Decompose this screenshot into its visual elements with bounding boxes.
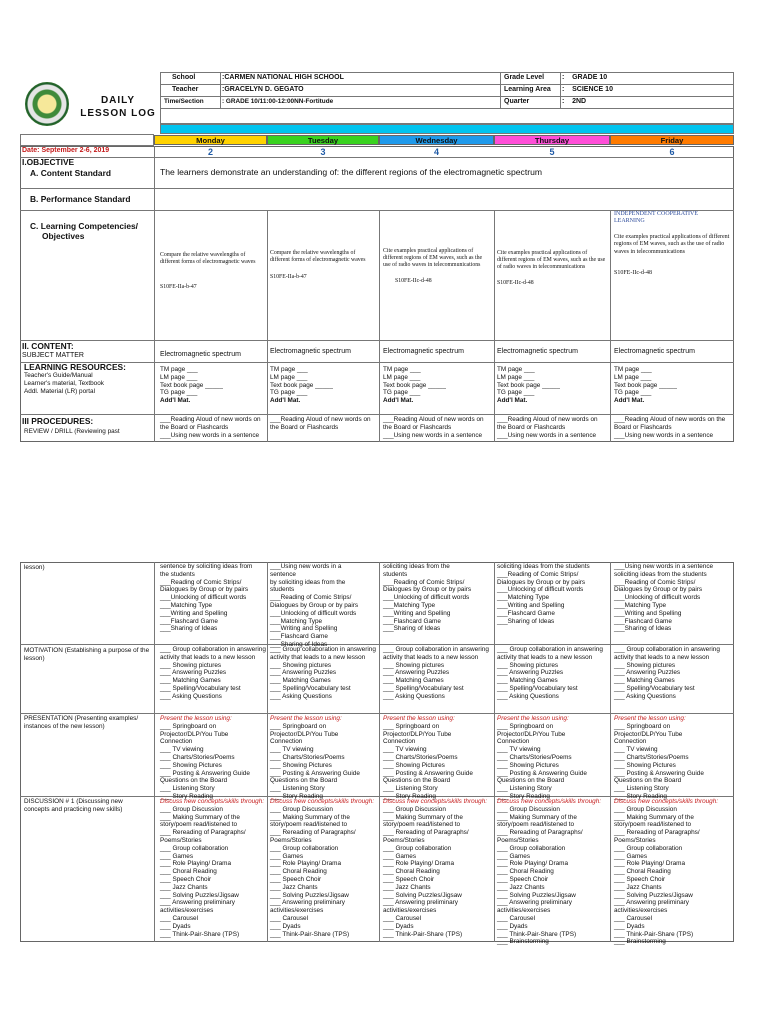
- competency-thursday: Cite examples practical applications of different regions of EM waves, such as the use of radio waves in telecommunications S10FE-IIc-d-48: [497, 250, 606, 286]
- day-number-wednesday: 4: [433, 147, 439, 157]
- motivation-tuesday: ___ Group collaboration in answering activity that leads to a new lesson ___ Showing pictures ___ Answering Puzzles ___ Matching Games ___ Spelling/Vocabulary test ___ Asking Questions: [270, 646, 376, 700]
- resources-thursday: TM page ___ LM page ___ Text book page _____ TG page ___ Add'l Mat.: [497, 366, 560, 405]
- resources-monday: TM page ___ LM page ___ Text book page _____ TG page ___ Add'l Mat.: [160, 366, 223, 405]
- quarter-label: Quarter: [504, 98, 530, 105]
- resources-tuesday: TM page ___ LM page ___ Text book page _____ TG page ___ Add'l Mat.: [270, 366, 333, 405]
- motivation-thursday: ___ Group collaboration in answering activity that leads to a new lesson ___ Showing pictures ___ Answering Puzzles ___ Matching Games ___ Spelling/Vocabulary test ___ Asking Questions: [497, 646, 603, 700]
- motivation-wednesday: ___ Group collaboration in answering activity that leads to a new lesson ___ Showing pictures ___ Answering Puzzles ___ Matching Games ___ Spelling/Vocabulary test ___ Asking Questions: [383, 646, 489, 700]
- day-friday: Friday: [610, 135, 734, 145]
- presentation-label: PRESENTATION (Presenting examples/ instances of the new lesson): [24, 715, 139, 730]
- teacher-value: :GRACELYN D. GEGATO: [222, 86, 304, 93]
- content-standard-label: A. Content Standard: [30, 168, 111, 178]
- drill-friday: ___Reading Aloud of new words on the Board or Flashcards ___Using new words in a sentence: [614, 416, 726, 439]
- day-number-tuesday: 3: [320, 147, 326, 157]
- motivation-friday: ___ Group collaboration in answering activity that leads to a new lesson ___ Showing pictures ___ Answering Puzzles ___ Matching Games ___ Spelling/Vocabulary test ___ Asking Questions: [614, 646, 720, 700]
- day-number-friday: 6: [669, 147, 675, 157]
- drill2-friday: ___Using new words in a sentence soliciting ideas from the students ___Reading of Comic Strips/ Dialogues by Group or by pairs ___Unlocking of difficult words ___Matching Type ___Writing and Spelling ___Flashcard Game ___Sharing of Ideas: [614, 563, 714, 633]
- resources-heading: LEARNING RESOURCES:: [24, 362, 126, 372]
- teacher-label: Teacher: [172, 86, 199, 93]
- discussion-monday: Discuss new concepts/skills through: ___ Group Discussion ___ Making Summary of the story/poem read/listened to ___ Rereading of Paragraphs/ Poems/Stories ___ Group collaboration ___ Games ___ Role Playing/ Drama ___ Choral Reading ___ Speech Choir ___ Jazz Chants ___ Solving Puzzles/Jigsaw ___ Answering preliminary activities/exercises ___ Carousel ___ Dyads ___ Think-Pair-Share (TPS): [160, 798, 265, 938]
- content-monday: Electromagnetic spectrum: [160, 351, 241, 358]
- discussion-thursday: Discuss new concepts/skills through: ___ Group Discussion ___ Making Summary of the story/poem read/listened to ___ Rereading of Paragraphs/ Poems/Stories ___ Group collaboration ___ Games ___ Role Playing/ Drama ___ Choral Reading ___ Speech Choir ___ Jazz Chants ___ Solving Puzzles/Jigsaw ___ Answering preliminary activities/exercises ___ Carousel ___ Dyads ___ Think-Pair-Share (TPS) ___ Brainstorming: [497, 798, 602, 946]
- motivation-label: MOTIVATION (Establishing a purpose of the lesson): [24, 647, 150, 662]
- drill-thursday: ___Reading Aloud of new words on the Board or Flashcards ___Using new words in a sentence: [497, 416, 598, 439]
- lesson-label: lesson): [24, 564, 45, 571]
- subject-matter-label: SUBJECT MATTER: [22, 352, 84, 359]
- presentation-friday: Present the lesson using: ___ Springboard on Projector/DLP/You Tube Connection ___ TV viewing ___ Charts/Stories/Poems ___ Showing Pictures ___ Posting & Answering Guide Questions on the Board ___ Listening Story ___ Story Reading: [614, 715, 704, 800]
- day-thursday: Thursday: [494, 135, 610, 145]
- competency-friday: INDEPENDENT COOPERATIVE LEARNING Cite examples practical applications of different regions of EM waves, such as the use of radio waves in telecommunications S10FE-IIc-d-48: [614, 211, 730, 277]
- area-label: Learning Area: [504, 86, 551, 93]
- title-line-1: DAILY: [100, 95, 136, 106]
- resources-friday: TM page ___ LM page ___ Text book page _____ TG page ___ Add'l Mat.: [614, 366, 677, 405]
- competency-monday: Compare the relative wavelengths of different forms of electromagnetic waves S10FE-IIa-b-47: [160, 252, 256, 291]
- discussion-wednesday: Discuss new concepts/skills through: ___ Group Discussion ___ Making Summary of the story/poem read/listened to ___ Rereading of Paragraphs/ Poems/Stories ___ Group collaboration ___ Games ___ Role Playing/ Drama ___ Choral Reading ___ Speech Choir ___ Jazz Chants ___ Solving Puzzles/Jigsaw ___ Answering preliminary activities/exercises ___ Carousel ___ Dyads ___ Think-Pair-Share (TPS): [383, 798, 488, 938]
- grade-value: : GRADE 10: [562, 74, 608, 81]
- drill-monday: ___Reading Aloud of new words on the Board or Flashcards ___Using new words in a sentence: [160, 416, 261, 439]
- header-cyan-bar: [160, 124, 734, 134]
- content-tuesday: Electromagnetic spectrum: [270, 348, 351, 355]
- presentation-monday: Present the lesson using: ___ Springboard on Projector/DLP/You Tube Connection ___ TV viewing ___ Charts/Stories/Poems ___ Showing Pictures ___ Posting & Answering Guide Questions on the Board ___ Listening Story ___ Story Reading: [160, 715, 250, 800]
- discussion-friday: Discuss new concepts/skills through: ___ Group Discussion ___ Making Summary of the story/poem read/listened to ___ Rereading of Paragraphs/ Poems/Stories ___ Group collaboration ___ Games ___ Role Playing/ Drama ___ Choral Reading ___ Speech Choir ___ Jazz Chants ___ Solving Puzzles/Jigsaw ___ Answering preliminary activities/exercises ___ Carousel ___ Dyads ___ Think-Pair-Share (TPS) ___ Brainstorming: [614, 798, 719, 946]
- performance-standard-label: B. Performance Standard: [30, 194, 131, 204]
- content-wednesday: Electromagnetic spectrum: [383, 348, 464, 355]
- discussion-tuesday: Discuss new concepts/skills through: ___ Group Discussion ___ Making Summary of the story/poem read/listened to ___ Rereading of Paragraphs/ Poems/Stories ___ Group collaboration ___ Games ___ Role Playing/ Drama ___ Choral Reading ___ Speech Choir ___ Jazz Chants ___ Solving Puzzles/Jigsaw ___ Answering preliminary activities/exercises ___ Carousel ___ Dyads ___ Think-Pair-Share (TPS): [270, 798, 375, 938]
- school-label: School: [172, 74, 196, 81]
- grade-label: Grade Level: [504, 74, 545, 81]
- competencies-label: C. Learning Competencies/ Objectives: [30, 221, 138, 241]
- motivation-monday: ___ Group collaboration in answering activity that leads to a new lesson ___ Showing pictures ___ Answering Puzzles ___ Matching Games ___ Spelling/Vocabulary test ___ Asking Questions: [160, 646, 266, 700]
- presentation-thursday: Present the lesson using: ___ Springboard on Projector/DLP/You Tube Connection ___ TV viewing ___ Charts/Stories/Poems ___ Showing Pictures ___ Posting & Answering Guide Questions on the Board ___ Listening Story ___ Story Reading: [497, 715, 587, 800]
- day-number-monday: 2: [207, 147, 213, 157]
- procedures-heading: III PROCEDURES:: [22, 416, 94, 426]
- time-label: Time/Section: [164, 98, 204, 105]
- day-tuesday: Tuesday: [267, 135, 379, 145]
- title-line-2: LESSON LOG: [80, 108, 156, 119]
- day-monday: Monday: [154, 135, 267, 145]
- review-drill-label: REVIEW / DRILL (Reviewing past: [24, 428, 120, 435]
- content-standard-text: The learners demonstrate an understanding of: the different regions of the electromagnetic spectrum: [160, 167, 543, 177]
- competency-wednesday: Cite examples practical applications of different regions of EM waves, such as the use of radio waves in telecommunications S10FE-IIc-d-48: [383, 248, 483, 284]
- presentation-tuesday: Present the lesson using: ___ Springboard on Projector/DLP/You Tube Connection ___ TV viewing ___ Charts/Stories/Poems ___ Showing Pictures ___ Posting & Answering Guide Questions on the Board ___ Listening Story ___ Story Reading: [270, 715, 360, 800]
- time-value: : GRADE 10/11:00-12:00NN-Fortitude: [222, 98, 334, 105]
- drill2-monday: sentence by soliciting ideas from the students ___Reading of Comic Strips/ Dialogues by Group or by pairs ___Unlocking of difficult words ___Matching Type ___Writing and Spelling ___Flashcard Game ___Sharing of Ideas: [160, 563, 253, 633]
- page-title: [78, 94, 158, 120]
- drill2-tuesday: ___Using new words in a sentence by soliciting ideas from the students ___Reading of Comic Strips/ Dialogues by Group or by pairs ___Unlocking of difficult words ___Matching Type ___Writing and Spelling ___Flashcard Game ___Sharing of Ideas: [270, 563, 359, 648]
- drill-wednesday: ___Reading Aloud of new words on the Board or Flashcards ___Using new words in a sentence: [383, 416, 484, 439]
- school-value: :CARMEN NATIONAL HIGH SCHOOL: [222, 74, 344, 81]
- competency-tuesday: Compare the relative wavelengths of different forms of electromagnetic waves S10FE-IIa-b-47: [270, 250, 366, 281]
- objective-heading: I.OBJECTIVE: [22, 157, 75, 167]
- content-thursday: Electromagnetic spectrum: [497, 348, 578, 355]
- resources-labels: Teacher's Guide/Manual Learner's material, Textbook Addl. Material (LR) portal: [24, 372, 104, 395]
- drill-tuesday: ___Reading Aloud of new words on the Board or Flashcards: [270, 416, 371, 431]
- content-heading: II. CONTENT:: [22, 341, 74, 351]
- date-label: Date: September 2-6, 2019: [22, 147, 110, 154]
- content-friday: Electromagnetic spectrum: [614, 348, 695, 355]
- area-value: : SCIENCE 10: [562, 86, 613, 93]
- school-seal-logo: [25, 82, 69, 126]
- discussion-label: DISCUSSION # 1 (Discussing new concepts and practicing new skills): [24, 798, 123, 813]
- day-wednesday: Wednesday: [379, 135, 494, 145]
- quarter-value: : 2ND: [562, 98, 587, 105]
- drill2-wednesday: soliciting ideas from the students ___Reading of Comic Strips/ Dialogues by Group or by pairs ___Unlocking of difficult words ___Matching Type ___Writing and Spelling ___Flashcard Game ___Sharing of Ideas: [383, 563, 472, 633]
- day-number-thursday: 5: [549, 147, 555, 157]
- resources-wednesday: TM page ___ LM page ___ Text book page _____ TG page ___ Add'l Mat.: [383, 366, 446, 405]
- drill2-thursday: soliciting ideas from the students ___Reading of Comic Strips/ Dialogues by Group or by pairs ___Unlocking of difficult words ___Matching Type ___Writing and Spelling ___Flashcard Game ___Sharing of Ideas: [497, 563, 590, 625]
- presentation-wednesday: Present the lesson using: ___ Springboard on Projector/DLP/You Tube Connection ___ TV viewing ___ Charts/Stories/Poems ___ Showing Pictures ___ Posting & Answering Guide Questions on the Board ___ Listening Story ___ Story Reading: [383, 715, 473, 800]
